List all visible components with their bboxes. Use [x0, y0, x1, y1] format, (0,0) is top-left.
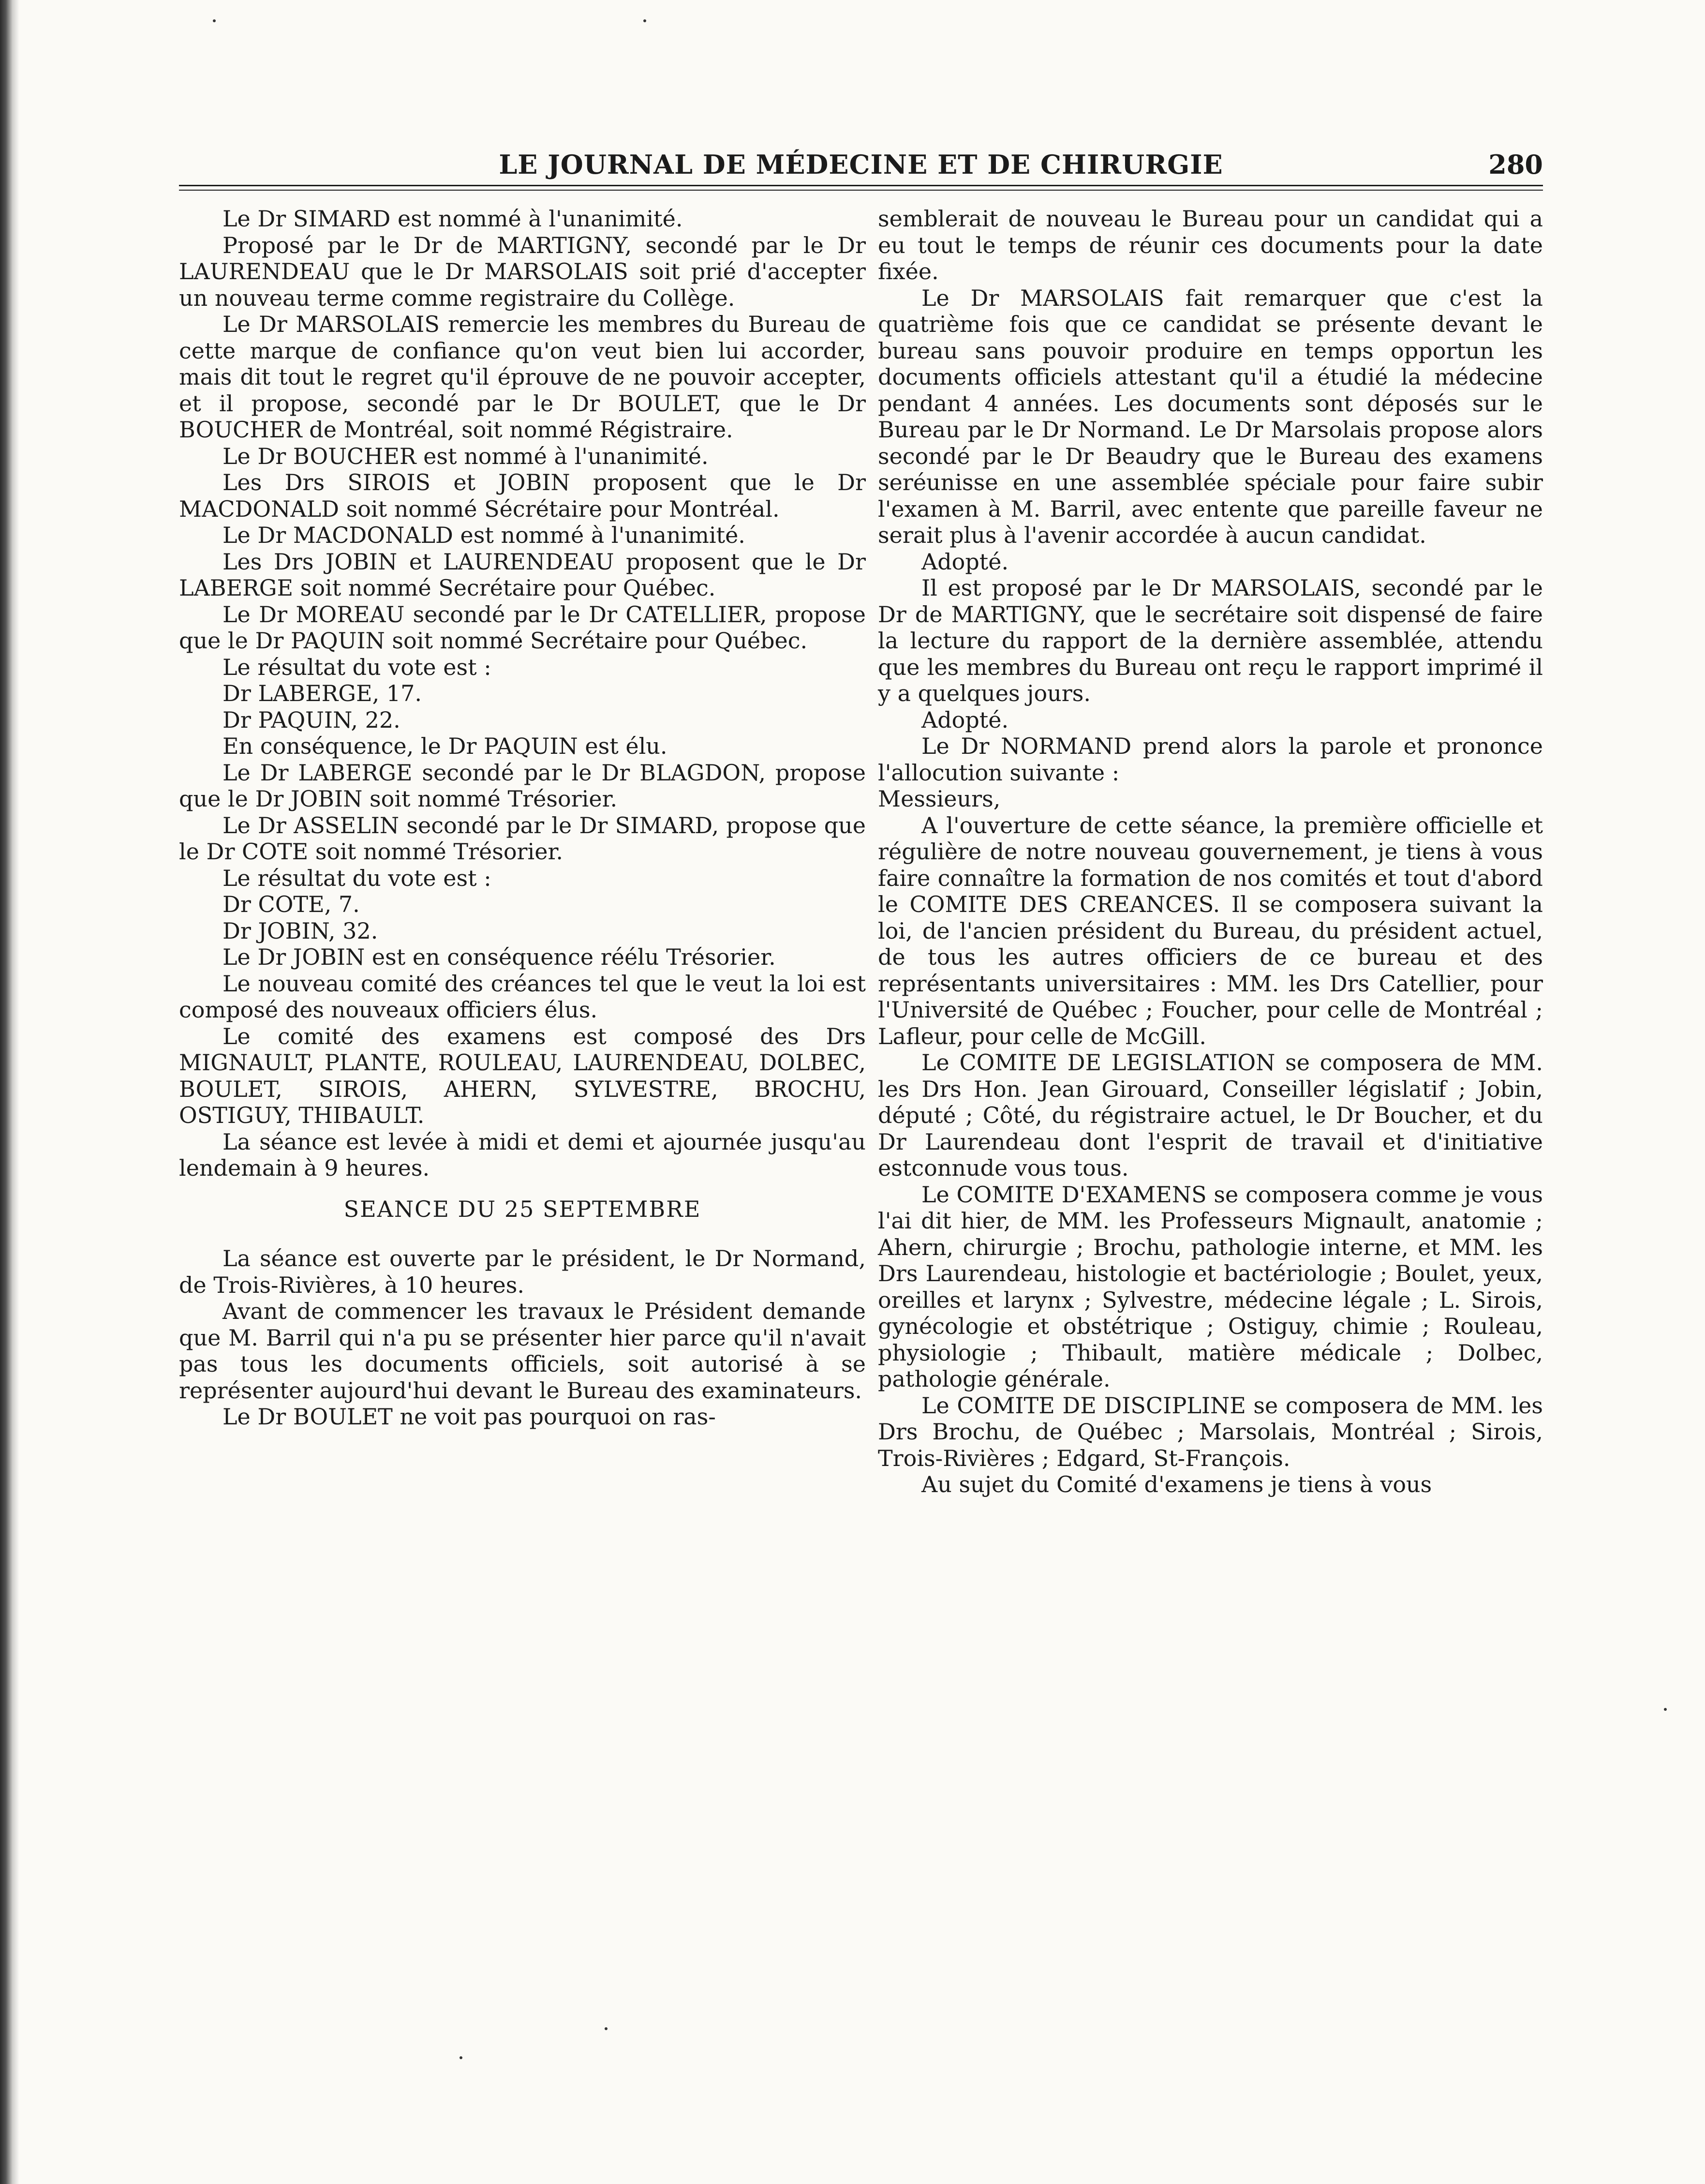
- paragraph: A l'ouverture de cette séance, la première officielle et régulière de notre nouveau gouvernement, je tiens à vous faire connaître la formation de nos comités et tout d'abord le COMITE DES CREANCES. Il se composera suivant la loi, de l'ancien président du Bureau, du président actuel, de tous les autres officiers de ce bureau et des représentants universitaires : MM. les Drs Catellier, pour l'Université de Québec ; Foucher, pour celle de Montréal ; Lafleur, pour celle de McGill.: [878, 812, 1543, 1049]
- paragraph: Le Dr MACDONALD est nommé à l'unanimité.: [222, 522, 745, 548]
- vote-line: Le résultat du vote est :: [222, 654, 491, 680]
- paragraph: Le Dr SIMARD est nommé à l'unanimité.: [222, 206, 683, 232]
- paragraph: Le Dr MOREAU secondé par le Dr CATELLIER, propose que le Dr PAQUIN soit nommé Secrétaire pour Québec.: [179, 601, 866, 654]
- scan-speck: [460, 2056, 462, 2059]
- running-title: LE JOURNAL DE MÉDECINE ET DE CHIRURGIE: [499, 149, 1223, 180]
- salutation: Messieurs,: [878, 786, 1001, 812]
- paragraph: Le Dr ASSELIN secondé par le Dr SIMARD, propose que le Dr COTE soit nommé Trésorier.: [179, 812, 866, 865]
- paragraph: Le COMITE DE DISCIPLINE se composera de MM. les Drs Brochu, de Québec ; Marsolais, Montréal ; Sirois, Trois-Rivières ; Edgard, St-François.: [878, 1392, 1543, 1471]
- page-number: 280: [1488, 149, 1543, 180]
- paragraph: Le Dr BOUCHER est nommé à l'unanimité.: [222, 443, 709, 469]
- paragraph: Le COMITE DE LEGISLATION se composera de MM. les Drs Hon. Jean Girouard, Conseiller législatif ; Jobin, député ; Côté, du régistraire actuel, le Dr Boucher, et du Dr Laurendeau dont l'esprit de travail et d'initiative estconnude vous tous.: [878, 1049, 1543, 1181]
- paragraph: La séance est levée à midi et demi et ajournée jusqu'au lendemain à 9 heures.: [179, 1128, 866, 1181]
- paragraph: Le Dr NORMAND prend alors la parole et prononce l'allocution suivante :: [878, 733, 1543, 786]
- paragraph: Le Dr JOBIN est en conséquence réélu Trésorier.: [222, 944, 776, 970]
- paragraph: Le nouveau comité des créances tel que le veut la loi est composé des nouveaux officiers élus.: [179, 970, 866, 1023]
- vote-line: Dr LABERGE, 17.: [222, 680, 422, 706]
- vote-line: Le résultat du vote est :: [222, 865, 491, 891]
- scan-speck: [643, 19, 646, 22]
- vote-line: Dr PAQUIN, 22.: [222, 706, 400, 733]
- paragraph: Les Drs SIROIS et JOBIN proposent que le Dr MACDONALD soit nommé Sécrétaire pour Montréal.: [179, 469, 866, 522]
- paragraph: Le COMITE D'EXAMENS se composera comme je vous l'ai dit hier, de MM. les Professeurs Mignault, anatomie ; Ahern, chirurgie ; Brochu, pathologie interne, et MM. les Drs Laurendeau, histologie et bactériologie ; Boulet, yeux, oreilles et larynx ; Sylvestre, médecine légale ; L. Sirois, gynécologie et obstétrique ; Ostiguy, chimie ; Rouleau, physiologie ; Thibault, matière médicale ; Dolbec, pathologie générale.: [878, 1181, 1543, 1392]
- paragraph: Le Dr MARSOLAIS fait remarquer que c'est la quatrième fois que ce candidat se présente devant le bureau sans pouvoir produire en temps opportun les documents officiels attestant qu'il a étudié la médecine pendant 4 années. Les documents sont déposés sur le Bureau par le Dr Normand. Le Dr Marsolais propose alors secondé par le Dr Beaudry que le Bureau des examens seréunisse en une assemblée spéciale pour faire subir l'examen à M. Barril, avec entente que pareille faveur ne serait plus à l'avenir accordée à aucun candidat.: [878, 284, 1543, 548]
- paragraph: Adopté.: [921, 548, 1009, 575]
- scan-speck: [1664, 1708, 1667, 1711]
- paragraph: Le Dr BOULET ne voit pas pourquoi on ras-: [222, 1404, 716, 1430]
- scan-edge-shadow: [0, 0, 19, 2184]
- page-header: [179, 145, 1543, 184]
- left-column: [179, 206, 866, 1430]
- paragraph: Proposé par le Dr de MARTIGNY, secondé par le Dr LAURENDEAU que le Dr MARSOLAIS soit prié d'accepter un nouveau terme comme registraire du Collège.: [179, 232, 866, 311]
- scan-speck: [605, 2027, 608, 2030]
- scan-speck: [213, 19, 216, 22]
- paragraph: semblerait de nouveau le Bureau pour un candidat qui a eu tout le temps de réunir ces documents pour la date fixée.: [878, 206, 1543, 284]
- paragraph: Le comité des examens est composé des Drs MIGNAULT, PLANTE, ROULEAU, LAURENDEAU, DOLBEC, BOULET, SIROIS, AHERN, SYLVESTRE, BROCHU, OSTIGUY, THIBAULT.: [179, 1023, 866, 1128]
- vote-line: Dr JOBIN, 32.: [222, 917, 378, 944]
- vote-line: Dr COTE, 7.: [222, 891, 360, 917]
- header-rule: [179, 185, 1543, 191]
- paragraph: Le Dr LABERGE secondé par le Dr BLAGDON, propose que le Dr JOBIN soit nommé Trésorier.: [179, 759, 866, 812]
- paragraph: La séance est ouverte par le président, le Dr Normand, de Trois-Rivières, à 10 heures.: [179, 1245, 866, 1298]
- paragraph: Au sujet du Comité d'examens je tiens à vous: [921, 1471, 1432, 1497]
- paragraph: Avant de commencer les travaux le Président demande que M. Barril qui n'a pu se présenter hier parce qu'il n'avait pas tous les documents officiels, soit autorisé à se représenter aujourd'hui devant le Bureau des examinateurs.: [179, 1298, 866, 1404]
- paragraph: Les Drs JOBIN et LAURENDEAU proposent que le Dr LABERGE soit nommé Secrétaire pour Québec.: [179, 548, 866, 601]
- paragraph: Il est proposé par le Dr MARSOLAIS, secondé par le Dr de MARTIGNY, que le secrétaire soit dispensé de faire la lecture du rapport de la dernière assemblée, attendu que les membres du Bureau ont reçu le rapport imprimé il y a quelques jours.: [878, 575, 1543, 706]
- right-column: [878, 206, 1543, 1498]
- paragraph: Adopté.: [921, 706, 1009, 733]
- section-heading: SEANCE DU 25 SEPTEMBRE: [343, 1196, 701, 1222]
- paragraph: Le Dr MARSOLAIS remercie les membres du Bureau de cette marque de confiance qu'on veut bien lui accorder, mais dit tout le regret qu'il éprouve de ne pouvoir accepter, et il propose, secondé par le Dr BOULET, que le Dr BOUCHER de Montréal, soit nommé Régistraire.: [179, 311, 866, 443]
- paragraph: En conséquence, le Dr PAQUIN est élu.: [222, 733, 667, 759]
